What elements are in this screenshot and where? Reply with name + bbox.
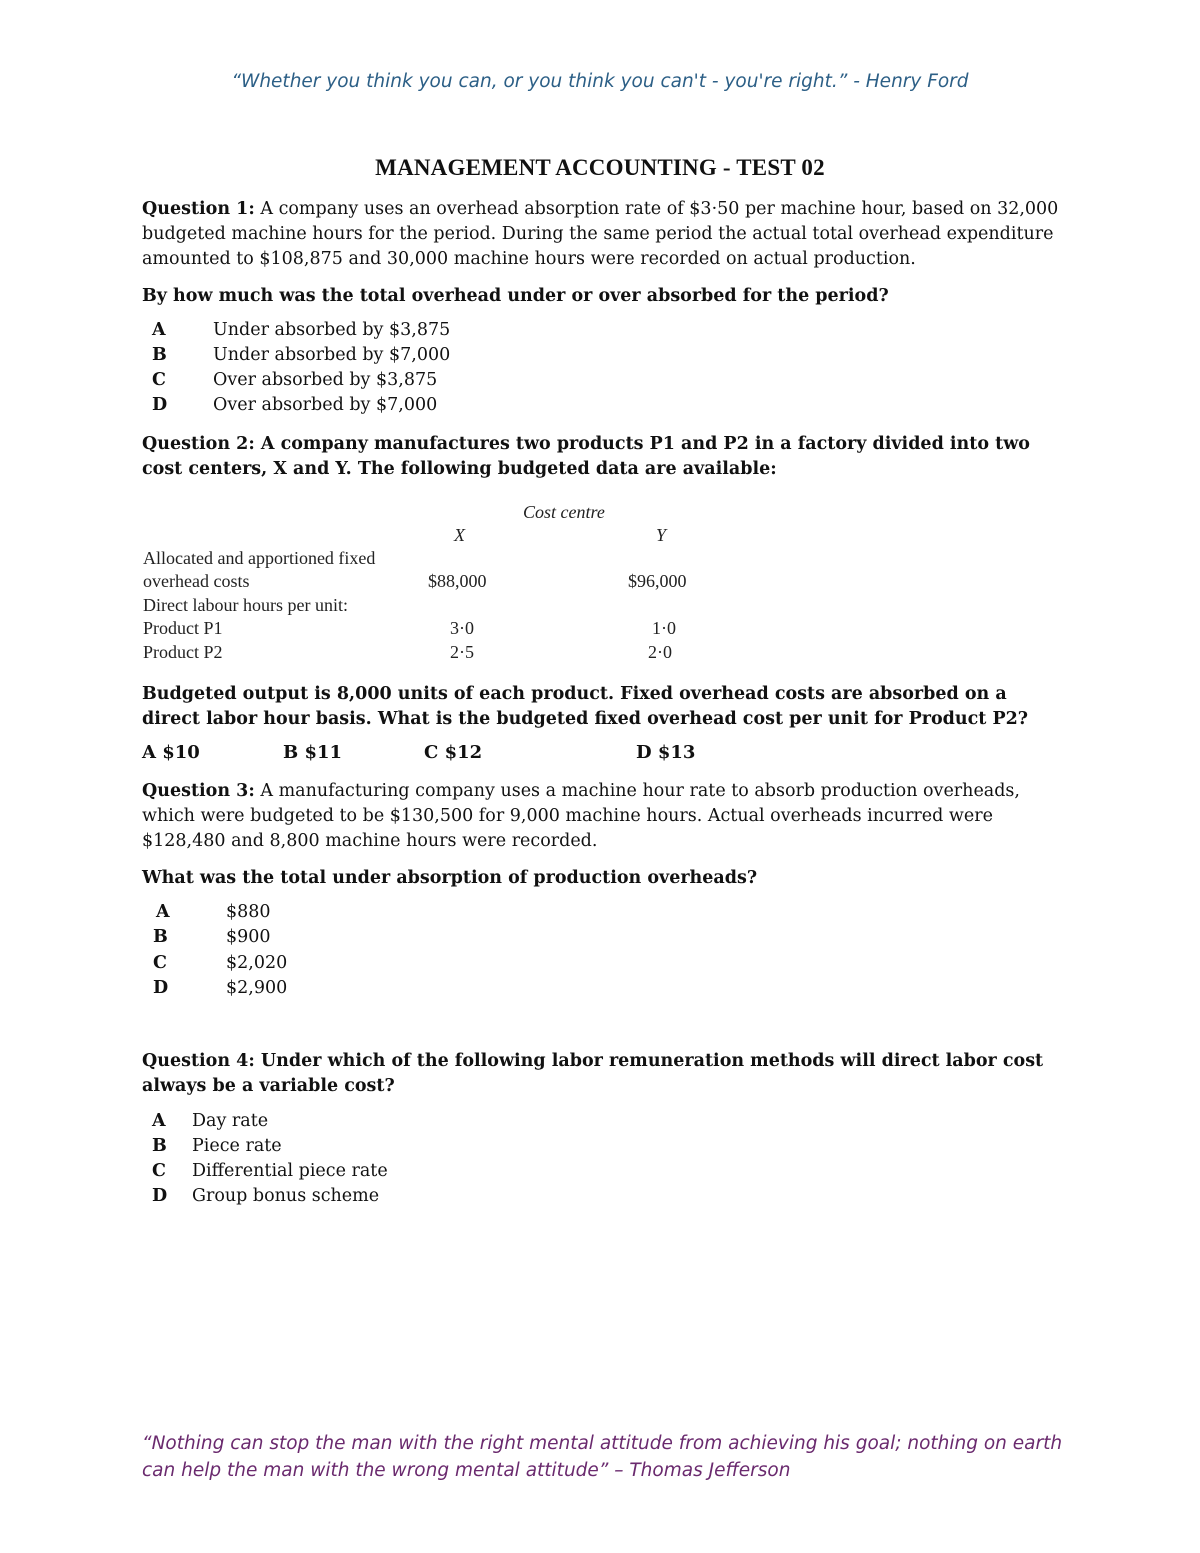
q2-option: C $12	[424, 742, 483, 763]
table-row-label: Direct labour hours per unit:	[143, 595, 348, 615]
q3-option-letter: B	[153, 927, 168, 947]
table-cell: 3·0	[450, 618, 474, 638]
q3-option-text: $900	[226, 927, 271, 947]
table-cell: 2·5	[450, 642, 474, 662]
q1-option-text: Over absorbed by $7,000	[213, 395, 438, 415]
question-3-options	[0, 902, 1200, 1002]
footer-quote: “Nothing can stop the man with the right mental attitude from achieving his goal; nothing on earth can help the man with the wrong mental attitude” – Thomas Jefferson	[142, 1433, 1063, 1481]
q2-option: A $10	[142, 742, 200, 763]
page-title: MANAGEMENT ACCOUNTING - TEST 02	[375, 155, 825, 180]
q4-option-text: Differential piece rate	[192, 1161, 388, 1181]
q1-option-text: Over absorbed by $3,875	[213, 370, 438, 390]
q3-option-text: $2,900	[226, 978, 288, 998]
table-row-label: overhead costs	[143, 571, 250, 591]
q4-option-text: Group bonus scheme	[192, 1186, 380, 1206]
question-1-label: Question 1:	[142, 199, 255, 219]
question-4-options	[0, 1111, 1200, 1211]
table-row-label: Product P1	[143, 618, 223, 638]
q4-option-letter: B	[152, 1136, 167, 1156]
table-cell: 1·0	[652, 618, 676, 638]
question-3-body: A manufacturing company uses a machine hour rate to absorb production overheads, which were budgeted to be $130,500 for 9,000 machine hours. Actual overheads incurred were $128,480 and 8,800 machine hours were recorded.	[142, 781, 1020, 851]
table-group-header: Cost centre	[523, 502, 605, 522]
question-2-text: Question 2: A company manufactures two products P1 and P2 in a factory divided into two cost centers, X and Y. The following budgeted data are available:	[142, 434, 1030, 479]
table-cell: $96,000	[628, 571, 687, 591]
cost-centre-table	[0, 500, 1200, 670]
q4-option-text: Day rate	[192, 1111, 269, 1131]
q3-option-letter: C	[153, 953, 167, 973]
table-row-label: Allocated and apportioned fixed	[143, 548, 376, 568]
q1-option-text: Under absorbed by $3,875	[213, 320, 451, 340]
question-1-options	[0, 320, 1200, 420]
table-col-x: X	[454, 525, 465, 545]
question-3-label: Question 3:	[142, 781, 255, 801]
question-4-text: Question 4: Under which of the following labor remuneration methods will direct labor cost always be a variable cost?	[142, 1051, 1044, 1096]
question-1-text	[142, 197, 1062, 272]
header-quote: “Whether you think you can, or you think you can't - you're right.” - Henry Ford	[231, 71, 969, 92]
q3-option-text: $880	[226, 902, 271, 922]
q3-option-letter: A	[156, 902, 170, 922]
q4-option-letter: D	[152, 1186, 168, 1206]
q4-option-letter: A	[152, 1111, 166, 1131]
question-1-prompt: By how much was the total overhead under or over absorbed for the period?	[142, 286, 889, 306]
q3-option-text: $2,020	[226, 953, 288, 973]
question-3-text	[142, 779, 1062, 854]
table-row-label: Product P2	[143, 642, 223, 662]
q4-option-letter: C	[152, 1161, 166, 1181]
q1-option-letter: C	[152, 370, 166, 390]
q2-option: D $13	[636, 742, 696, 763]
q1-option-letter: B	[152, 345, 167, 365]
table-cell: 2·0	[648, 642, 672, 662]
question-2-followup: Budgeted output is 8,000 units of each product. Fixed overhead costs are absorbed on a direct labor hour basis. What is the budgeted fixed overhead cost per unit for Product P2?	[142, 684, 1029, 729]
q1-option-letter: A	[152, 320, 166, 340]
q3-option-letter: D	[153, 978, 169, 998]
q2-option: B $11	[283, 742, 343, 763]
question-1-body: A company uses an overhead absorption rate of $3·50 per machine hour, based on 32,000 budgeted machine hours for the period. During the same period the actual total overhead expenditure amounted to $108,875 and 30,000 machine hours were recorded on actual production.	[142, 199, 1059, 269]
table-col-y: Y	[656, 525, 667, 545]
q1-option-letter: D	[152, 395, 168, 415]
q1-option-text: Under absorbed by $7,000	[213, 345, 451, 365]
question-3-prompt: What was the total under absorption of production overheads?	[142, 868, 758, 888]
q4-option-text: Piece rate	[192, 1136, 282, 1156]
table-cell: $88,000	[428, 571, 487, 591]
